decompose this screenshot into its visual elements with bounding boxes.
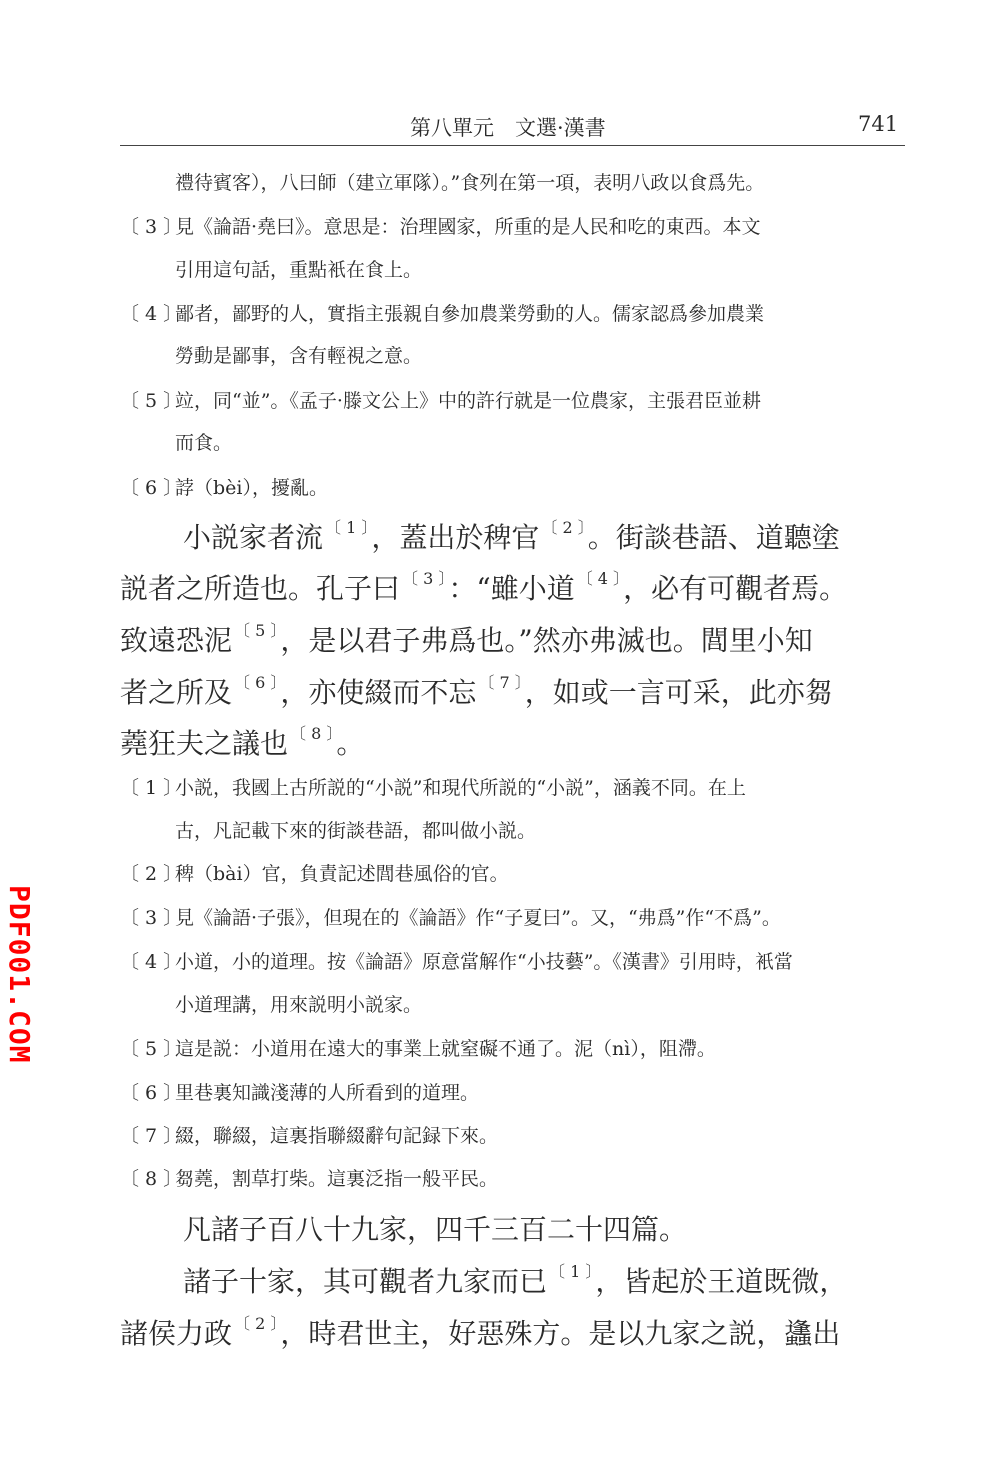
note-number: 〔 4 〕 [120,303,183,325]
note-text: 小道，小的道理。按《論語》原意當解作“小技藝”。《漢書》引用時，衹當 [175,951,793,973]
passage1-line4: 者之所及 $^{〔 6 〕}$，亦使綴而不忘 $^{〔 7 〕}$，如或一言可采，此亦芻 [120,673,833,709]
note-number: 〔 2 〕 [120,863,183,885]
watermark: PDF001.COM [3,885,36,1064]
passage2-line1: 凡諸子百八十九家，四千三百二十四篇。 [183,1213,688,1246]
note-text: 綴，聯綴，這裏指聯綴辭句記録下來。 [175,1125,499,1147]
note-text: 鄙者，鄙野的人，實指主張親自參加農業勞動的人。儒家認爲參加農業 [175,303,765,325]
note-mid-1 [120,773,746,800]
note-mid-1-cont: 古，凡記載下來的街談巷語，都叫做小説。 [175,820,537,842]
note-mid-4 [120,947,793,974]
note-mid-5 [120,1034,716,1061]
note-mid-8 [120,1164,498,1191]
note-number: 〔 3 〕 [120,907,183,929]
note-number: 〔 4 〕 [120,951,183,973]
note-top-5 [120,386,761,413]
passage1-line5: 蕘狂夫之議也 $^{〔 8 〕}$。 [120,724,365,760]
note-mid-4-cont: 小道理講，用來説明小説家。 [175,994,423,1016]
note-top-5-cont: 而食。 [175,432,233,454]
note-text: 這是説：小道用在遠大的事業上就窒礙不通了。泥（nì），阻滯。 [175,1038,716,1060]
note-number: 〔 6 〕 [120,477,183,499]
citation-p2-2: 〔 2 〕 [234,1314,279,1333]
running-title: 第八單元 文選·漢書 [410,116,606,140]
page-number: 741 [858,112,899,136]
citation-3: 〔 3 〕 [402,569,447,588]
note-number: 〔 5 〕 [120,390,183,412]
passage1-line2: 説者之所造也。孔子曰 $^{〔 3 〕}$：“雖小道 $^{〔 4 〕}$，必有可觀者焉。 [120,569,848,605]
note-top-4 [120,299,764,326]
passage2-line3: 諸侯力政 $^{〔 2 〕}$，時君世主，好惡殊方。是以九家之説，蠭出 [120,1314,841,1350]
note-number: 〔 6 〕 [120,1082,183,1104]
note-text: 芻蕘，割草打柴。這裏泛指一般平民。 [175,1168,499,1190]
note-top-3 [120,212,761,239]
citation-p2-1: 〔 1 〕 [549,1262,594,1281]
citation-1: 〔 1 〕 [325,518,370,537]
passage1-line1: 小説家者流 $^{〔 1 〕}$，蓋出於稗官 $^{〔 2 〕}$。街談巷語、道聽塗 [183,518,840,554]
note-number: 〔 5 〕 [120,1038,183,1060]
citation-6: 〔 6 〕 [234,673,279,692]
note-text: 小説，我國上古所説的“小説”和現代所説的“小説”，涵義不同。在上 [175,777,746,799]
note-mid-7 [120,1121,498,1148]
note-mid-2 [120,859,509,886]
note-continuation: 禮待賓客），八曰師（建立軍隊）。”食列在第一項，表明八政以食爲先。 [175,172,765,194]
citation-4: 〔 4 〕 [576,569,622,588]
note-number: 〔 3 〕 [120,216,183,238]
note-text: 竝，同“並”。《孟子·滕文公上》中的許行就是一位農家，主張君臣並耕 [175,390,761,412]
citation-7: 〔 7 〕 [478,673,523,692]
citation-5: 〔 5 〕 [234,621,279,640]
citation-2: 〔 2 〕 [541,518,586,537]
note-number: 〔 7 〕 [120,1125,183,1147]
note-number: 〔 1 〕 [120,777,183,799]
passage1-line3: 致遠恐泥 $^{〔 5 〕}$，是以君子弗爲也。”然亦弗滅也。閭里小知 [120,621,813,657]
note-text: 見《論語·堯曰》。意思是：治理國家，所重的是人民和吃的東西。本文 [175,216,761,238]
note-text: 見《論語·子張》，但現在的《論語》作“子夏曰”。又，“弗爲”作“不爲”。 [175,907,781,929]
note-mid-3 [120,903,781,930]
header-rule [120,145,905,146]
note-number: 〔 8 〕 [120,1168,183,1190]
note-top-6 [120,473,328,500]
note-top-4-cont: 勞動是鄙事，含有輕視之意。 [175,345,423,367]
passage2-line2: 諸子十家，其可觀者九家而已 $^{〔 1 〕}$，皆起於王道既微， [183,1262,848,1298]
citation-8: 〔 8 〕 [290,724,335,743]
note-mid-6 [120,1078,479,1105]
note-text: 里巷裏知識淺薄的人所看到的道理。 [175,1082,480,1104]
note-top-3-cont: 引用這句話，重點衹在食上。 [175,259,423,281]
note-text: 誖（bèi），擾亂。 [175,477,328,499]
note-text: 稗（bài）官，負責記述閭巷風俗的官。 [175,863,509,885]
